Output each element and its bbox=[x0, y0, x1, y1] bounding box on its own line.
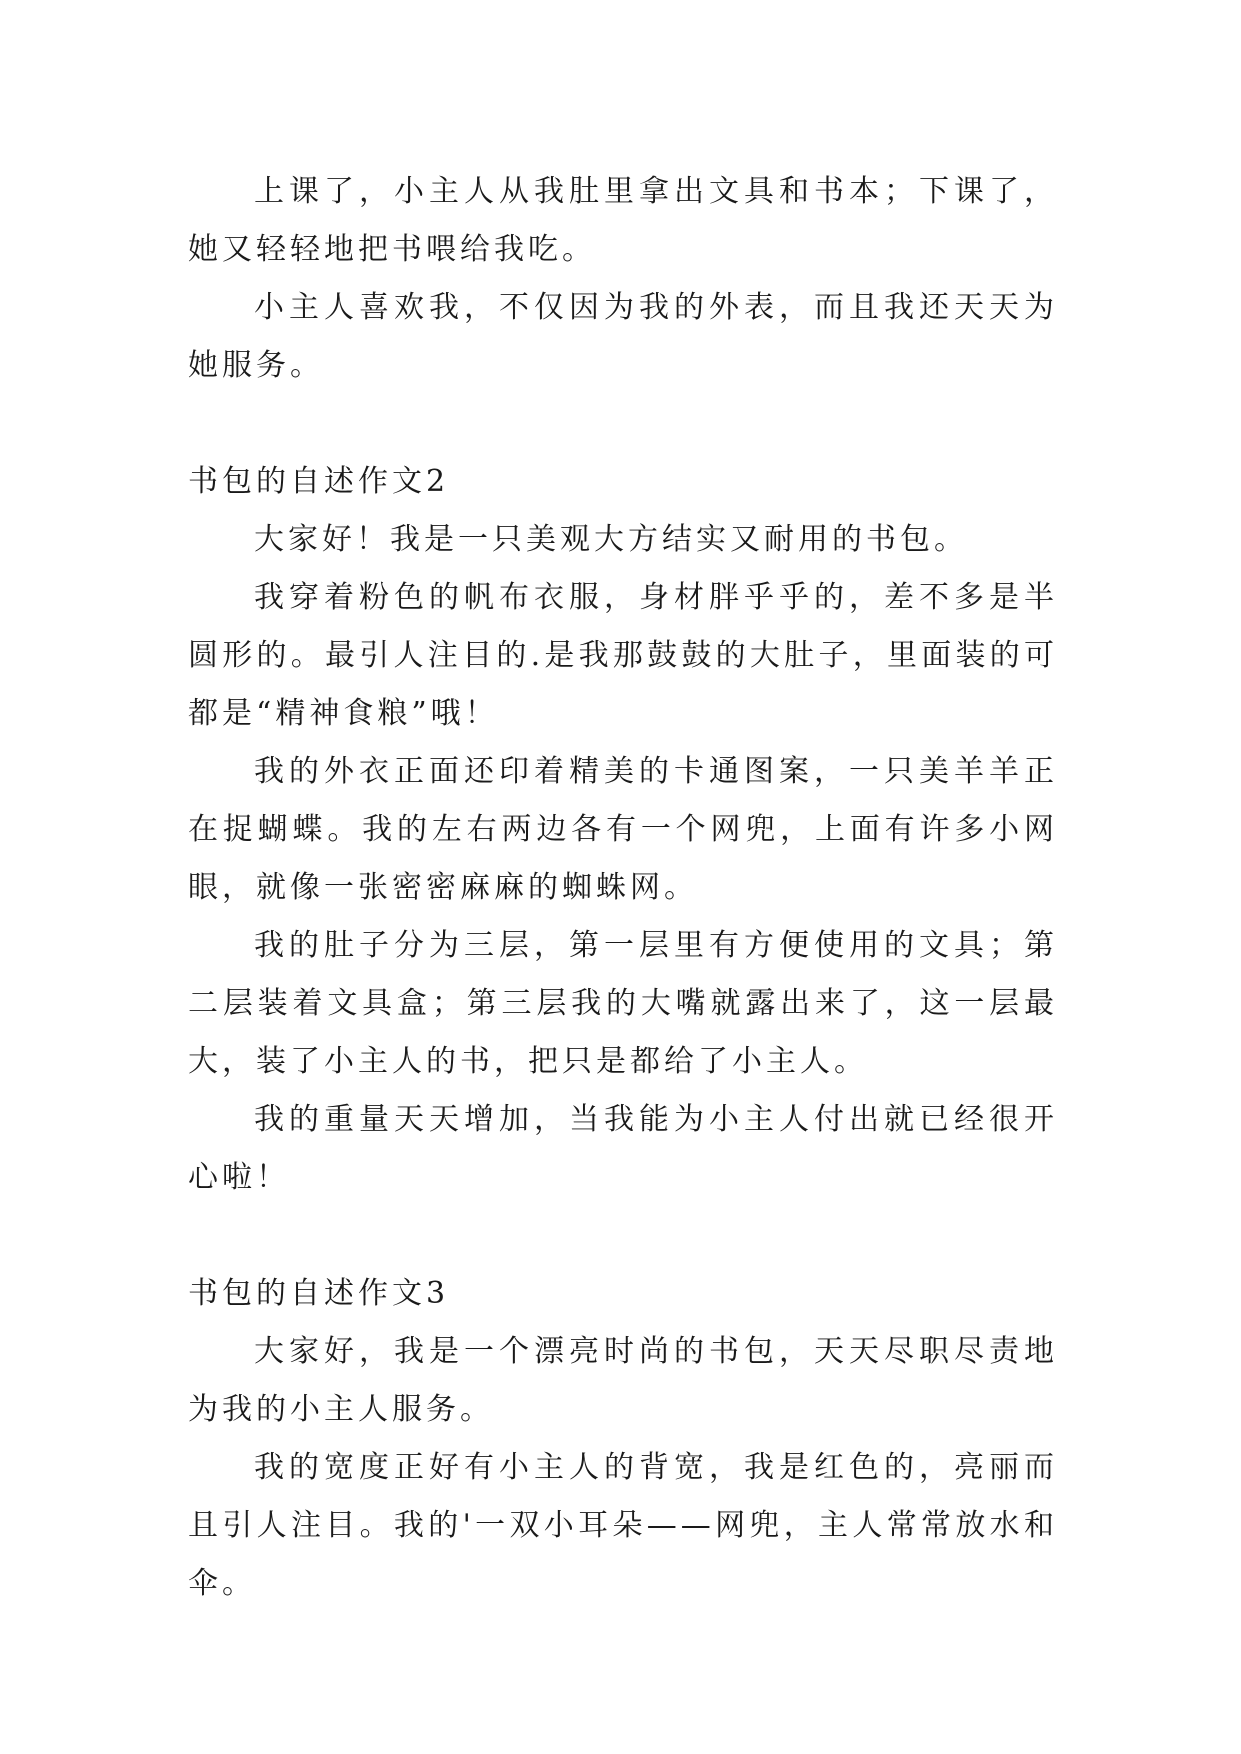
paragraph-1: 上课了，小主人从我肚里拿出文具和书本；下课了，她又轻轻地把书喂给我吃。 bbox=[188, 174, 1058, 267]
paragraph-9: 我的宽度正好有小主人的背宽，我是红色的，亮丽而且引人注目。我的'一双小耳朵——网兜，主人常常放水和伞。 bbox=[188, 1450, 1058, 1601]
document-body bbox=[188, 163, 1058, 1613]
paragraph-4: 我穿着粉色的帆布衣服，身材胖乎乎的，差不多是半圆形的。最引人注目的.是我那鼓鼓的大肚子，里面装的可都是“精神食粮”哦！ bbox=[188, 580, 1058, 731]
section-gap bbox=[188, 1207, 1058, 1265]
paragraph-2: 小主人喜欢我，不仅因为我的外表，而且我还天天为她服务。 bbox=[188, 290, 1058, 383]
paragraph-5: 我的外衣正面还印着精美的卡通图案，一只美羊羊正在捉蝴蝶。我的左右两边各有一个网兜，上面有许多小网眼，就像一张密密麻麻的蜘蛛网。 bbox=[188, 754, 1058, 905]
paragraph-6: 我的肚子分为三层，第一层里有方便使用的文具；第二层装着文具盒；第三层我的大嘴就露出来了，这一层最大，装了小主人的书，把只是都给了小主人。 bbox=[188, 928, 1058, 1079]
section-heading-2: 书包的自述作文2 bbox=[188, 464, 450, 499]
paragraph-7: 我的重量天天增加，当我能为小主人付出就已经很开心啦！ bbox=[188, 1102, 1058, 1195]
section-heading-3: 书包的自述作文3 bbox=[188, 1276, 450, 1311]
paragraph-8: 大家好，我是一个漂亮时尚的书包，天天尽职尽责地为我的小主人服务。 bbox=[188, 1334, 1058, 1427]
paragraph-3: 大家好！我是一只美观大方结实又耐用的书包。 bbox=[254, 522, 968, 557]
section-gap bbox=[188, 395, 1058, 453]
